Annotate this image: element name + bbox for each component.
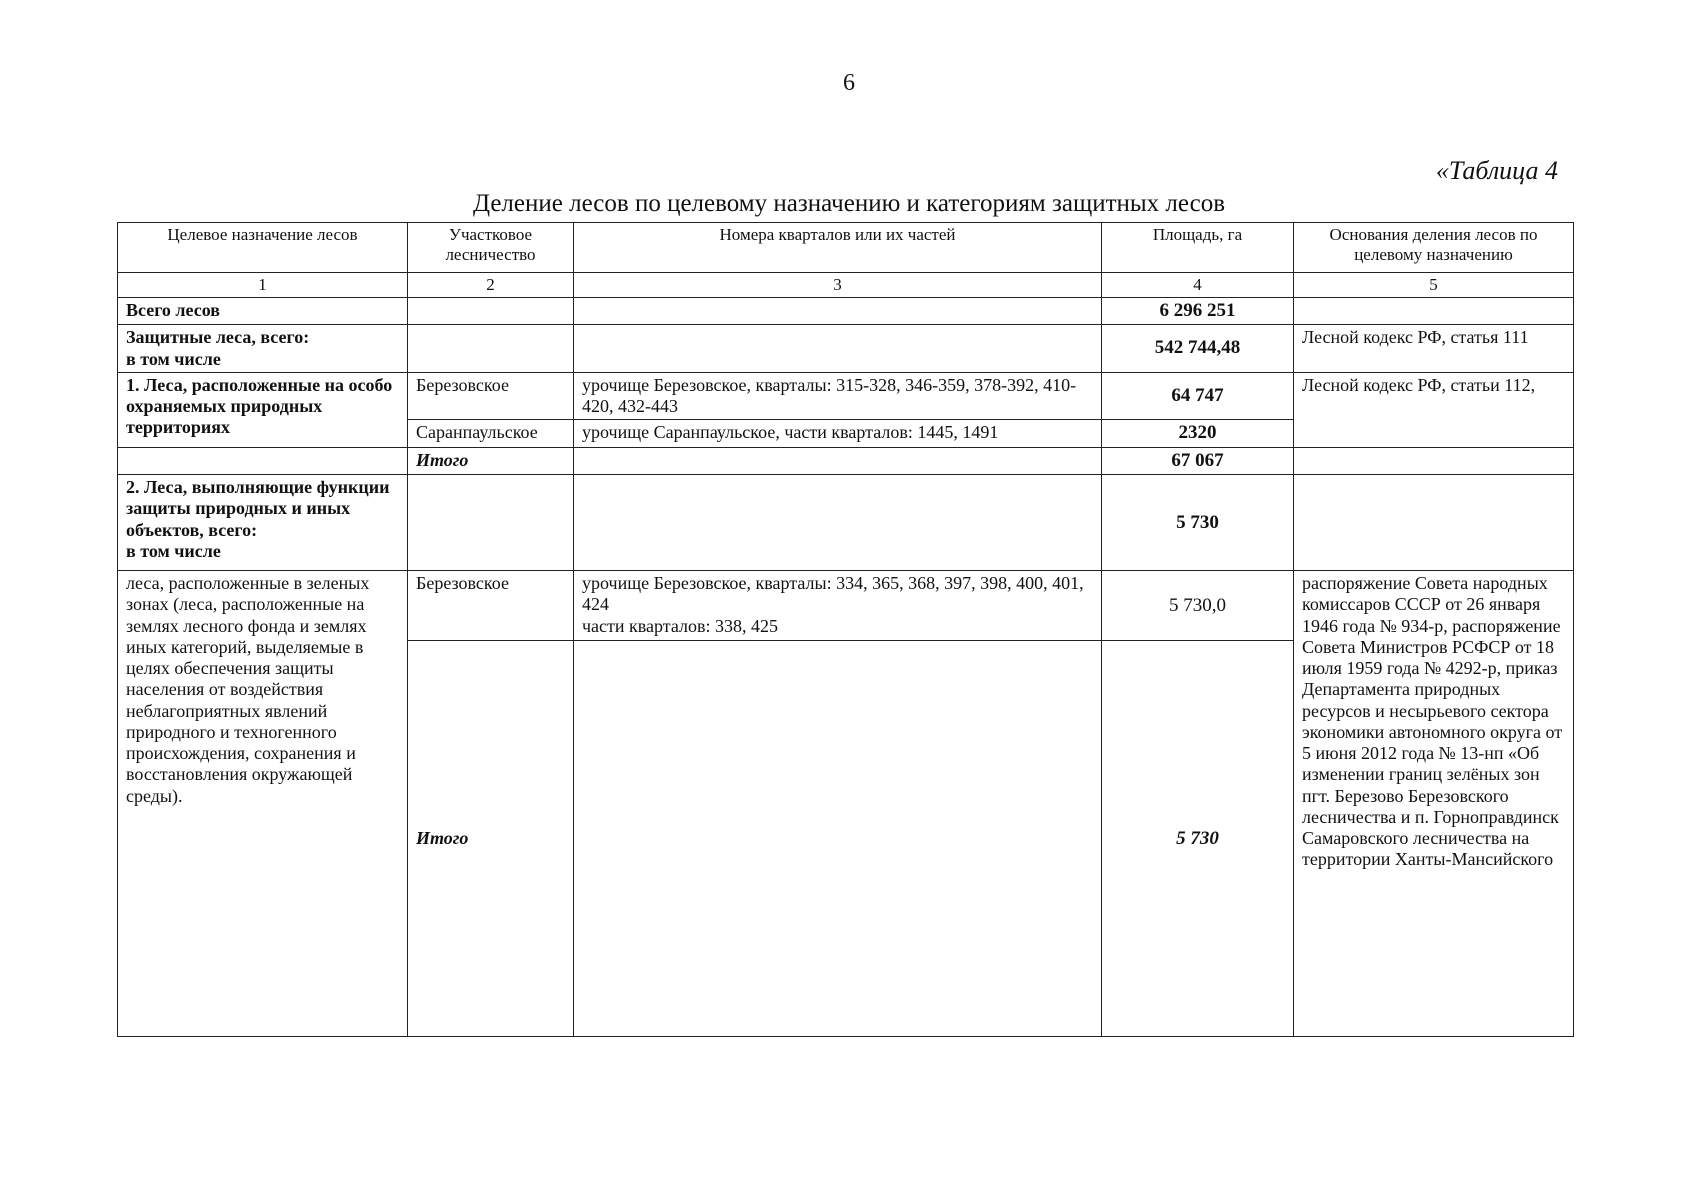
col-number: 1 <box>118 273 408 298</box>
protection-functions-label: 2. Леса, выполняющие функции защиты природных и иных объектов, всего: <box>126 477 390 540</box>
col-number: 4 <box>1102 273 1294 298</box>
empty-cell <box>118 447 408 474</box>
empty-cell <box>1294 475 1574 571</box>
area-cell: 64 747 <box>1102 372 1294 419</box>
district-cell: Березовское <box>408 372 574 419</box>
district-cell: Березовское <box>408 571 574 641</box>
page-number: 6 <box>843 70 855 96</box>
itogo-label: Итого <box>408 641 574 1037</box>
protective-sublabel: в том числе <box>126 348 221 369</box>
forest-division-table <box>117 222 1574 1037</box>
total-label: Всего лесов <box>118 298 408 325</box>
green-zones-label: леса, расположенные в зеленых зонах (леса, расположенные на землях лесного фонда и землях иных категорий, выделяемые в целях обеспечения защиты населения от воздействия неблагоприятных явлений природного и техногенного происхождения, сохранения и восстановления окружающей среды). <box>118 571 408 1037</box>
empty-cell <box>408 475 574 571</box>
green-zones-area: 5 730,0 <box>1102 571 1294 641</box>
quarters-cell: урочище Березовское, кварталы: 315-328, 346-359, 378-392, 410-420, 432-443 <box>574 372 1102 419</box>
total-area: 6 296 251 <box>1102 298 1294 325</box>
table-row-protective <box>118 325 1574 372</box>
col-number: 2 <box>408 273 574 298</box>
protective-area: 542 744,48 <box>1102 325 1294 372</box>
protection-functions-area: 5 730 <box>1102 475 1294 571</box>
protected-areas-basis: Лесной кодекс РФ, статьи 112, <box>1294 372 1574 447</box>
col-number: 3 <box>574 273 1102 298</box>
area-cell: 2320 <box>1102 420 1294 447</box>
header-purpose: Целевое назначение лесов <box>118 223 408 273</box>
itogo-label: Итого <box>408 447 574 474</box>
empty-cell <box>574 325 1102 372</box>
table-row-protected-itogo <box>118 447 1574 474</box>
protection-functions-label-cell <box>118 475 408 571</box>
empty-cell <box>574 475 1102 571</box>
header-quarters: Номера кварталов или их частей <box>574 223 1102 273</box>
empty-cell <box>574 641 1102 1037</box>
table-label: «Таблица 4 <box>1435 156 1558 185</box>
col-number: 5 <box>1294 273 1574 298</box>
table-row-protection-functions <box>118 475 1574 571</box>
table-row-total <box>118 298 1574 325</box>
itogo-area: 67 067 <box>1102 447 1294 474</box>
quarters-line: урочище Березовское, кварталы: 334, 365, 368, 397, 398, 400, 401, 424 <box>582 573 1084 615</box>
protected-areas-label: 1. Леса, расположенные на особо охраняемых природных территориях <box>118 372 408 447</box>
table-title: Деление лесов по целевому назначению и категориям защитных лесов <box>472 190 1226 217</box>
quarters-cell: урочище Саранпаульское, части кварталов: 1445, 1491 <box>574 420 1102 447</box>
header-basis: Основания деления лесов по целевому назначению <box>1294 223 1574 273</box>
empty-cell <box>1294 298 1574 325</box>
empty-cell <box>1294 447 1574 474</box>
empty-cell <box>408 298 574 325</box>
header-district: Участковое лесничество <box>408 223 574 273</box>
quarters-cell <box>574 571 1102 641</box>
protection-functions-sublabel: в том числе <box>126 540 221 561</box>
header-row <box>118 223 1574 273</box>
empty-cell <box>574 447 1102 474</box>
itogo-area: 5 730 <box>1102 641 1294 1037</box>
green-zones-basis: распоряжение Совета народных комиссаров СССР от 26 января 1946 года № 934-р, распоряжение Совета Министров РСФСР от 18 июля 1959 года № 4292-р, приказ Департамента природных ресурсов и несырьевого сектора экономики автономного округа от 5 июня 2012 года № 13-нп «Об изменении границ зелёных зон пгт. Березово Березовского лесничества и п. Горноправдинск Самаровского лесничества на территории Ханты-Мансийского <box>1294 571 1574 1037</box>
quarters-line: части кварталов: 338, 425 <box>582 615 779 636</box>
table-row-green-zones <box>118 571 1574 641</box>
district-cell: Саранпаульское <box>408 420 574 447</box>
table-row-protected-areas <box>118 372 1574 419</box>
protective-basis: Лесной кодекс РФ, статья 111 <box>1294 325 1574 372</box>
empty-cell <box>574 298 1102 325</box>
empty-cell <box>408 325 574 372</box>
header-area: Площадь, га <box>1102 223 1294 273</box>
protective-label: Защитные леса, всего: <box>126 327 310 348</box>
column-number-row <box>118 273 1574 298</box>
protective-label-cell <box>118 325 408 372</box>
